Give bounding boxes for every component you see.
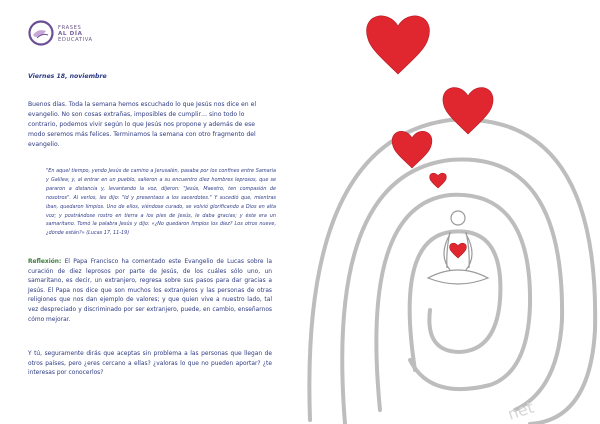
illustration-page xyxy=(300,0,600,424)
closing-paragraph: Y tú, seguramente dirás que aceptas sin problema a las personas que llegan de otros países, pero ¿eres cercano a ellas? ¿valoras lo que no pueden aportar? ¿te interesas por conocerlos? xyxy=(28,351,272,377)
heart-small-icon xyxy=(450,243,467,258)
logo-line-3: EDUCATIVA xyxy=(58,37,93,43)
logo-line-1: FRASES xyxy=(58,25,82,31)
reflection-label: Reflexión: xyxy=(28,259,62,265)
logo-emblem-icon xyxy=(28,20,54,46)
spiral-lines xyxy=(309,120,595,424)
publisher-logo xyxy=(28,20,108,46)
heart-large-top-icon xyxy=(367,16,430,74)
heart-icons xyxy=(367,16,494,258)
heart-tiny-icon xyxy=(430,173,447,188)
gospel-quote: "En aquel tiempo, yendo Jesús de camino a Jerusalén, pasaba por los confines entre Samaria y Galilea; y, al entrar en un pueblo, salieron a su encuentro diez hombres leprosos, que se pararon a distancia y, levantando la voz, dijeron: "Jesús, Maestro, ten compasión de nosotros". Al verlos, les dijo: "Id y presentaos a los sacerdotes." Y sucedió que, mientras iban, quedaron limpios. Uno de ellos, viéndose curado, se volvió glorificando a Dios en alta voz; y postrándose rostro en tierra a los pies de Jesús, le daba gracias; y éste era un samaritano. Tomó la palabra Jesús y dijo: «¿No quedaron limpios los diez? Los otros nueve, ¿dónde están?» (Lucas 17, 11-19) xyxy=(46,168,276,237)
date-heading: Viernes 18, noviembre xyxy=(28,73,107,80)
logo-line-2: AL DÍA xyxy=(58,31,83,37)
watermark-text: net xyxy=(505,397,537,424)
heart-medium-icon xyxy=(392,131,432,168)
hearts-spiral-illustration xyxy=(300,0,600,424)
intro-paragraph: Buenos días. Toda la semana hemos escuchado lo que Jesús nos dice en el evangelio. No son cosas extrañas, imposibles de cumplir… sino todo lo contrario, podemos vivir según lo que Jesús nos propone y además de ese modo seremos más felices. Terminamos la semana con otro fragmento del evangelio. xyxy=(28,101,257,149)
reflection-text: El Papa Francisco ha comentado este Evangelio de Lucas sobre la curación de diez leprosos por parte de Jesús, de los cuáles sólo uno, un samaritano, es decir, un extranjero, regresa sobre sus pasos para dar gracias a Jesús. El Papa nos dice que son muchos los extranjeros y las personas de otras religiones que nos dan ejemplo de valores; y que quien vive a nuestro lado, tal vez despreciado y discriminado por ser extranjero, puede, en cambio, enseñarnos cómo mejorar. xyxy=(28,259,272,323)
reflection-paragraph xyxy=(28,258,272,325)
heart-large-right-icon xyxy=(443,88,493,134)
